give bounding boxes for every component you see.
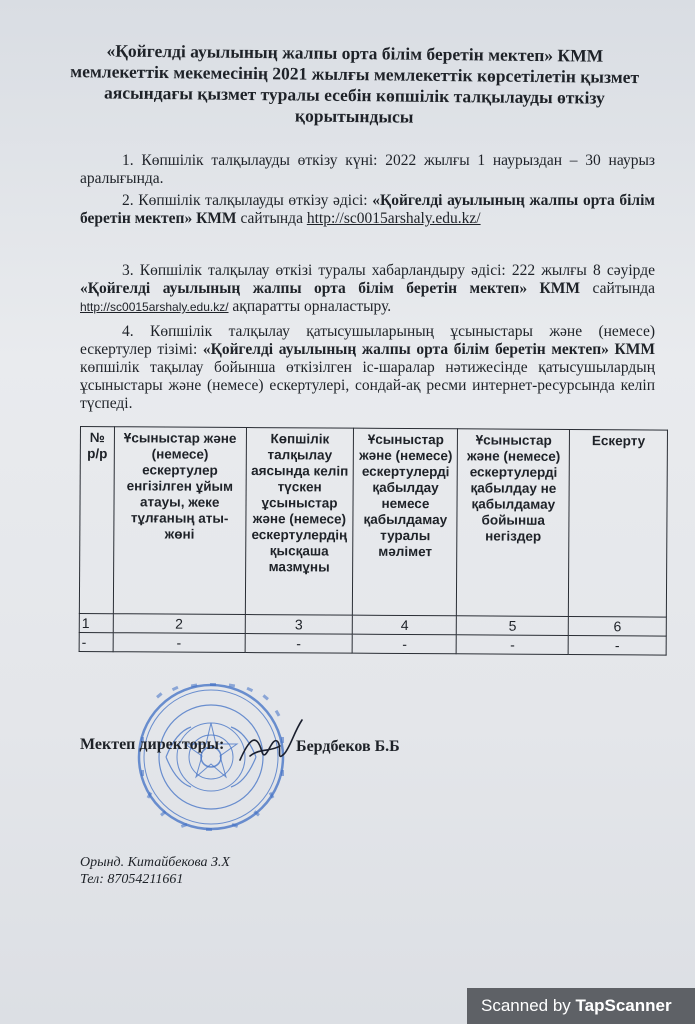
table-header-cell: Ұсыныстар және (немесе) ескертулер енгізілген ұйым атауы, жеке тұлғаның аты-жөні	[113, 427, 246, 615]
director-name: Бердбеков Б.Б	[296, 738, 400, 755]
table-cell: -	[456, 635, 568, 655]
paragraph-discussion-date-text: 1. Көпшілік талқылауды өткізу күні: 2022 жылғы 1 наурыздан – 30 наурыз аралығында.	[80, 152, 655, 187]
paragraph-discussion-date	[80, 152, 655, 188]
table-cell: 3	[245, 615, 353, 635]
director-label: Мектеп директоры:	[80, 736, 225, 753]
proposals-table	[79, 426, 668, 656]
paragraph-proposals-suffix: көпшілік тақылау бойынша өткізілген іс-шаралар нәтижесінде қатысушылардың ұсыныстары және (немесе) ескертулері, сондай-ақ ресми интернет-ресурсында келіп түспеді.	[80, 359, 655, 412]
table-cell: -	[79, 632, 113, 651]
table-header-row	[79, 427, 667, 618]
paragraph-discussion-method	[80, 192, 655, 228]
table-cell: -	[113, 633, 245, 653]
table-header-cell: Ескерту	[569, 429, 668, 617]
table-header-cell: Көпшілік талқылау аясында келіп түскен ұсыныстар және (немесе) ескертулердің қысқаша мазмұны	[245, 428, 354, 616]
table-cell: -	[568, 635, 666, 655]
watermark-brand: TapScanner	[575, 996, 672, 1015]
paragraph-announcement-method	[80, 262, 655, 316]
table-cell: 6	[568, 616, 666, 636]
paragraph-announcement-prefix: 3. Көпшілік талқылау өткізі туралы хабарландыру әдісі: 222 жылғы 8 сәуірде	[122, 262, 655, 279]
table-cell: 5	[457, 616, 569, 636]
watermark-prefix: Scanned by	[481, 996, 576, 1015]
document-title: «Қойгелді ауылының жалпы орта білім беретін мектеп» КММ мемлекеттік мекемесінің 2021 жылғы мемлекеттік көрсетілетін қызмет аясындағы қызмет туралы есебін көпшілік талқылауды өткізу қорытындысы	[70, 40, 640, 127]
executor-line: Орынд. Китайбекова З.Х	[80, 855, 230, 870]
scanner-watermark	[467, 988, 695, 1024]
school-name-bold: «Қойгелді ауылының жалпы орта білім беретін мектеп» КММ	[80, 280, 581, 297]
table-cell: 4	[353, 615, 457, 635]
table-cell: 1	[79, 613, 113, 632]
paragraph-announcement-suffix: ақпаратты орналастыру.	[228, 298, 392, 315]
table-cell: -	[353, 634, 457, 654]
table-cell: -	[245, 634, 353, 654]
paragraph-discussion-method-prefix: 2. Көпшілік талқылауды өткізу әдісі:	[122, 192, 373, 209]
paragraph-discussion-method-middle: сайтында	[236, 210, 307, 227]
phone-line: Тел: 87054211661	[80, 872, 184, 887]
paragraph-announcement-middle: сайтында	[580, 280, 655, 297]
table-cell: 2	[113, 614, 245, 634]
school-website-link[interactable]: http://sc0015arshaly.edu.kz/	[306, 210, 481, 227]
school-website-link[interactable]: http://sc0015arshaly.edu.kz/	[80, 300, 229, 314]
table-header-cell: Ұсыныстар және (немесе) ескертулерді қабылдау не қабылдамау бойынша негіздер	[457, 429, 570, 617]
school-name-bold: «Қойгелді ауылының жалпы орта білім беретін мектеп» КММ	[80, 192, 655, 227]
table-header-cell: Ұсыныстар және (немесе) ескертулерді қабылдау немесе қабылдамау туралы мәлімет	[353, 428, 458, 616]
table-row	[79, 632, 666, 655]
paragraph-proposals-prefix: 4. Көпшілік талқылау қатысушыларының ұсыныстары және (немесе) ескертулер тізімі:	[80, 323, 655, 358]
table-header-cell: № р/р	[79, 427, 114, 614]
paragraph-proposals-list	[80, 323, 655, 413]
school-name-bold: «Қойгелді ауылының жалпы орта білім беретін мектеп» КММ	[202, 341, 656, 358]
